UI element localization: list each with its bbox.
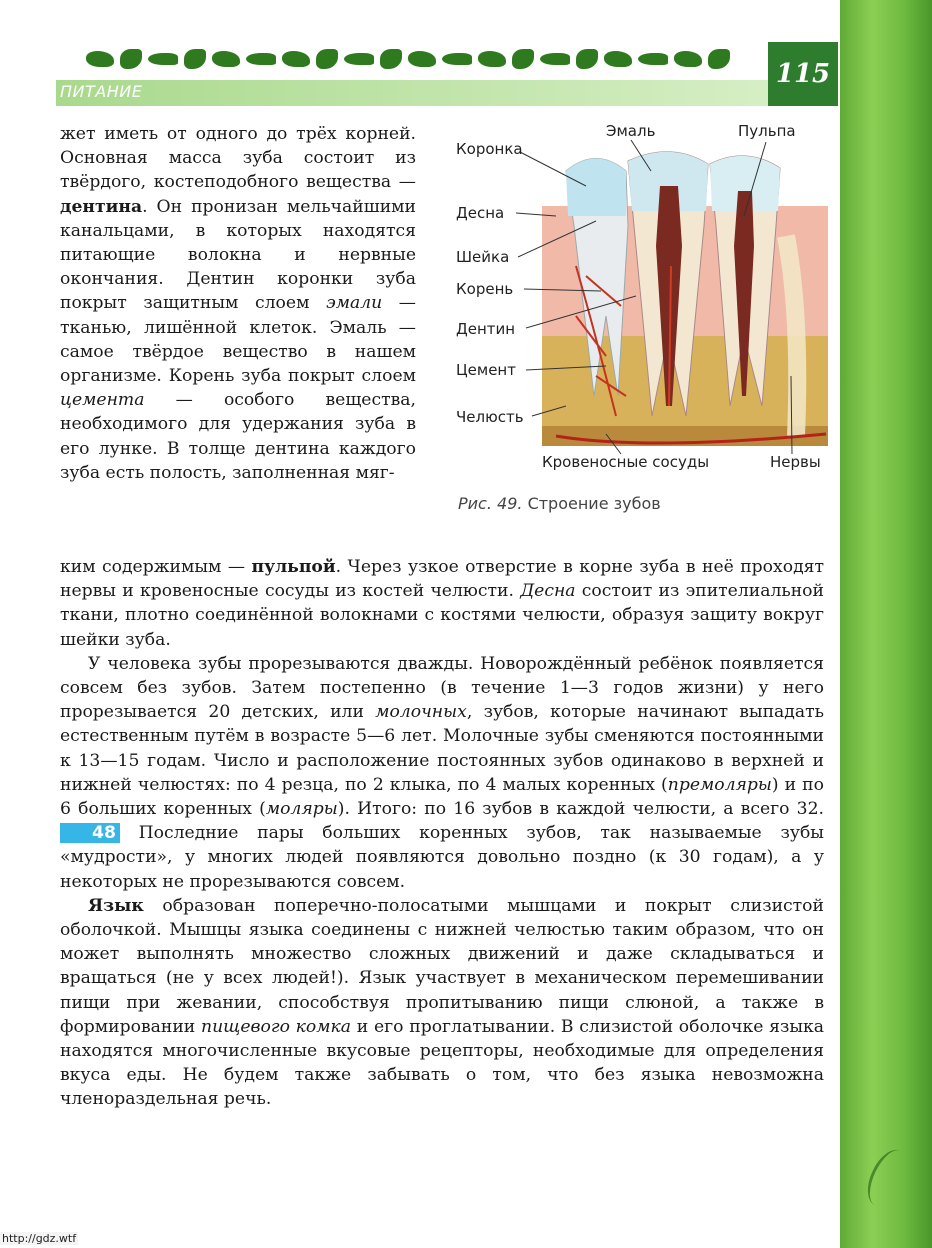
term-premolars: премоляры xyxy=(667,774,772,795)
text-run: ) и по 6 больших коренных ( xyxy=(60,774,824,820)
source-url[interactable]: http://gdz.wtf xyxy=(2,1232,77,1245)
animal-silhouette-border xyxy=(86,46,766,72)
term-tongue: Язык xyxy=(88,895,144,916)
text-run: ким содержимым — xyxy=(60,557,252,577)
paragraph-teeth-structure xyxy=(60,122,416,485)
text-run: У человека зубы прорезываются дважды. Новорождённый ребёнок появляется совсем без зубов. Затем постепенно (в течение 1—3 годов жизни) у него прорезывается 20 детских, или xyxy=(60,653,824,723)
text-run: ). Итого: по 16 зубов в каждой челюсти, а всего 32. xyxy=(337,799,824,820)
page-number-box xyxy=(768,42,838,106)
term-food-bolus: пищевого комка xyxy=(201,1016,352,1037)
section-title: ПИТАНИЕ xyxy=(60,82,143,101)
label-dentin: Дентин xyxy=(456,320,516,338)
term-cement: цемента xyxy=(60,390,145,411)
text-run: образован поперечно-полосатыми мышцами и покрыт слизистой оболочкой. Мышцы языка соединены с нижней челюстью таким образом, что он может выполнять множество сложных движений и даже складываться и вращаться (не у всех людей!). Язык участвует в механическом перемешивании пищи при жевании, способствуя пропитыванию пищи слюной, а также в формировании xyxy=(60,895,824,1037)
paragraph-pulp xyxy=(60,555,824,652)
term-gum: Десна xyxy=(520,581,576,602)
label-pulp: Пульпа xyxy=(738,122,796,140)
label-jaw: Челюсть xyxy=(456,408,524,426)
label-vessels: Кровеносные сосуды xyxy=(542,453,710,471)
term-pulp: пульпой xyxy=(251,557,336,577)
left-tooth-crown xyxy=(566,159,626,217)
paragraph-teeth-eruption xyxy=(60,652,824,894)
text-run: — тканью, лишённой клеток. Эмаль — самое твёрдое вещество в нашем организме. Корень зуба покрыт слоем xyxy=(60,293,416,387)
term-enamel: эмали xyxy=(326,293,383,314)
text-run: — особого вещества, необходимого для удержания зуба в его лунке. В толще дентина каждого зуба есть полость, заполненная мяг- xyxy=(60,390,416,483)
page-number: 115 xyxy=(775,59,831,89)
text-run: Последние пары больших коренных зубов, так называемые зубы «мудрости», у многих людей появляются довольно поздно (к 30 годам), а у некоторых не прорезываются совсем. xyxy=(60,823,824,892)
section-header-bar xyxy=(56,80,768,106)
caption-number: Рис. 49. xyxy=(458,494,523,513)
term-molars: моляры xyxy=(265,799,338,820)
label-root: Корень xyxy=(456,280,514,298)
leaf-ornament xyxy=(860,1144,915,1212)
main-text xyxy=(60,555,824,1112)
text-run: жет иметь от одного до трёх корней. Основная масса зуба состоит из твёрдого, костеподобного вещества — xyxy=(60,124,416,193)
label-nerves: Нервы xyxy=(770,453,821,471)
paragraph-column xyxy=(60,122,416,485)
teeth-structure-figure xyxy=(446,116,836,516)
text-run: и его проглатывании. В слизистой оболочке языка находятся многочисленные вкусовые рецепторы, необходимые для определения вкуса еды. Не будем также забывать о том, что без языка невозможна членораздельная речь. xyxy=(60,1016,824,1110)
label-cement: Цемент xyxy=(456,361,516,379)
label-neck: Шейка xyxy=(456,248,510,266)
decorative-side-strip xyxy=(840,0,932,1248)
text-run: . Через узкое отверстие в корне зуба в неё проходят нервы и кровеносные сосуды из костей челюсти. xyxy=(60,557,824,602)
text-run: . Он пронизан мельчайшими канальцами, в которых находятся питающие волокна и нервные окончания. Дентин коронки зуба покрыт защитным слоем xyxy=(60,196,416,314)
caption-text: Строение зубов xyxy=(527,494,661,513)
figure-caption xyxy=(458,494,661,513)
text-run: , зубов, которые начинают выпадать естественным путём в возрасте 5—6 лет. Молочные зубы сменяются постоянными к 13—15 годам. Число и расположение постоянных зубов одинаково в верхней и нижней челюстях: по 4 резца, по 2 клыка, по 4 малых коренных ( xyxy=(60,702,824,795)
term-dentin: дентина xyxy=(60,196,143,217)
term-milk-teeth: молочных xyxy=(375,702,467,723)
label-enamel: Эмаль xyxy=(606,122,656,140)
label-crown: Коронка xyxy=(456,140,523,158)
reference-badge[interactable]: 48 xyxy=(60,823,120,843)
label-gum: Десна xyxy=(456,204,505,222)
text-run: состоит из эпителиальной ткани, плотно соединённой волокнами с костями челюсти, образуя защиту вокруг шейки зуба. xyxy=(60,581,824,650)
paragraph-tongue xyxy=(60,894,824,1112)
